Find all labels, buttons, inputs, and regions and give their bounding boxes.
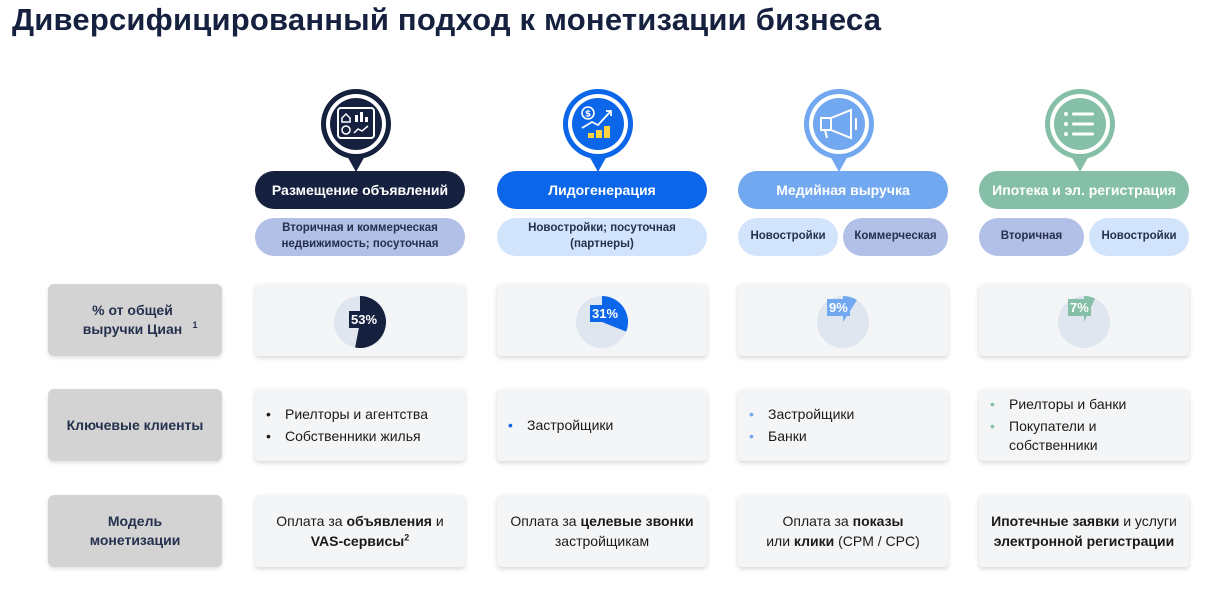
category-pill-media: Медийная выручка xyxy=(738,171,948,209)
listings-dashboard-icon xyxy=(320,88,392,172)
clients-card-leadgen xyxy=(497,389,707,461)
model-card-media: Оплата за показы или клики (CPM / CPC) xyxy=(738,495,948,567)
revenue-donut-leadgen xyxy=(575,295,629,349)
category-pill-leadgen: Лидогенерация xyxy=(497,171,707,209)
model-card-listings: Оплата за объявления и VAS-сервисы$^2$ xyxy=(255,495,465,567)
subtag-mortgage-secondary: Вторичная xyxy=(979,218,1084,256)
row-label-clients: Ключевые клиенты xyxy=(48,389,222,461)
model-card-leadgen: Оплата за целевые звонки застройщикам xyxy=(497,495,707,567)
revenue-percent-leadgen: 31% xyxy=(592,306,619,321)
revenue-card-listings xyxy=(255,284,465,356)
lead-growth-icon xyxy=(562,88,634,172)
revenue-percent-media: 9% xyxy=(829,300,848,315)
list-item: • Застройщики xyxy=(749,406,855,422)
subtag-media-commercial: Коммерческая xyxy=(843,218,948,256)
list-item: • Застройщики xyxy=(508,417,614,433)
revenue-card-mortgage xyxy=(979,284,1189,356)
category-pill-listings: Размещение объявлений xyxy=(255,171,465,209)
list-item: • Риелторы и банки xyxy=(990,396,1127,412)
revenue-card-media xyxy=(738,284,948,356)
row-label-revenue: % от общей выручки Циан $^1$ xyxy=(48,284,222,356)
subtag-media-new-buildings: Новостройки xyxy=(738,218,838,256)
clients-card-mortgage xyxy=(979,389,1189,461)
subtag-mortgage-new-buildings: Новостройки xyxy=(1089,218,1189,256)
revenue-card-leadgen xyxy=(497,284,707,356)
clients-card-listings xyxy=(255,389,465,461)
list-item: • Собственники жилья xyxy=(266,428,421,444)
model-card-mortgage: Ипотечные заявки и услуги электронной регистрации xyxy=(979,495,1189,567)
svg-text:$: $ xyxy=(584,109,592,120)
clients-card-media xyxy=(738,389,948,461)
list-item: • Банки xyxy=(749,428,807,444)
megaphone-icon xyxy=(803,88,875,172)
category-pill-mortgage: Ипотека и эл. регистрация xyxy=(979,171,1189,209)
page-title: Диверсифицированный подход к монетизации бизнеса xyxy=(12,2,882,37)
list-item: • Покупатели и собственники xyxy=(990,418,1098,453)
revenue-percent-mortgage: 7% xyxy=(1070,300,1089,315)
subtag-listings: Вторичная и коммерческая недвижимость; посуточная xyxy=(255,218,465,256)
subtag-leadgen: Новостройки; посуточная (партнеры) xyxy=(497,218,707,256)
row-label-model: Модель монетизации xyxy=(48,495,222,567)
list-icon xyxy=(1044,88,1116,172)
revenue-percent-listings: 53% xyxy=(351,312,378,327)
list-item: • Риелторы и агентства xyxy=(266,406,428,422)
